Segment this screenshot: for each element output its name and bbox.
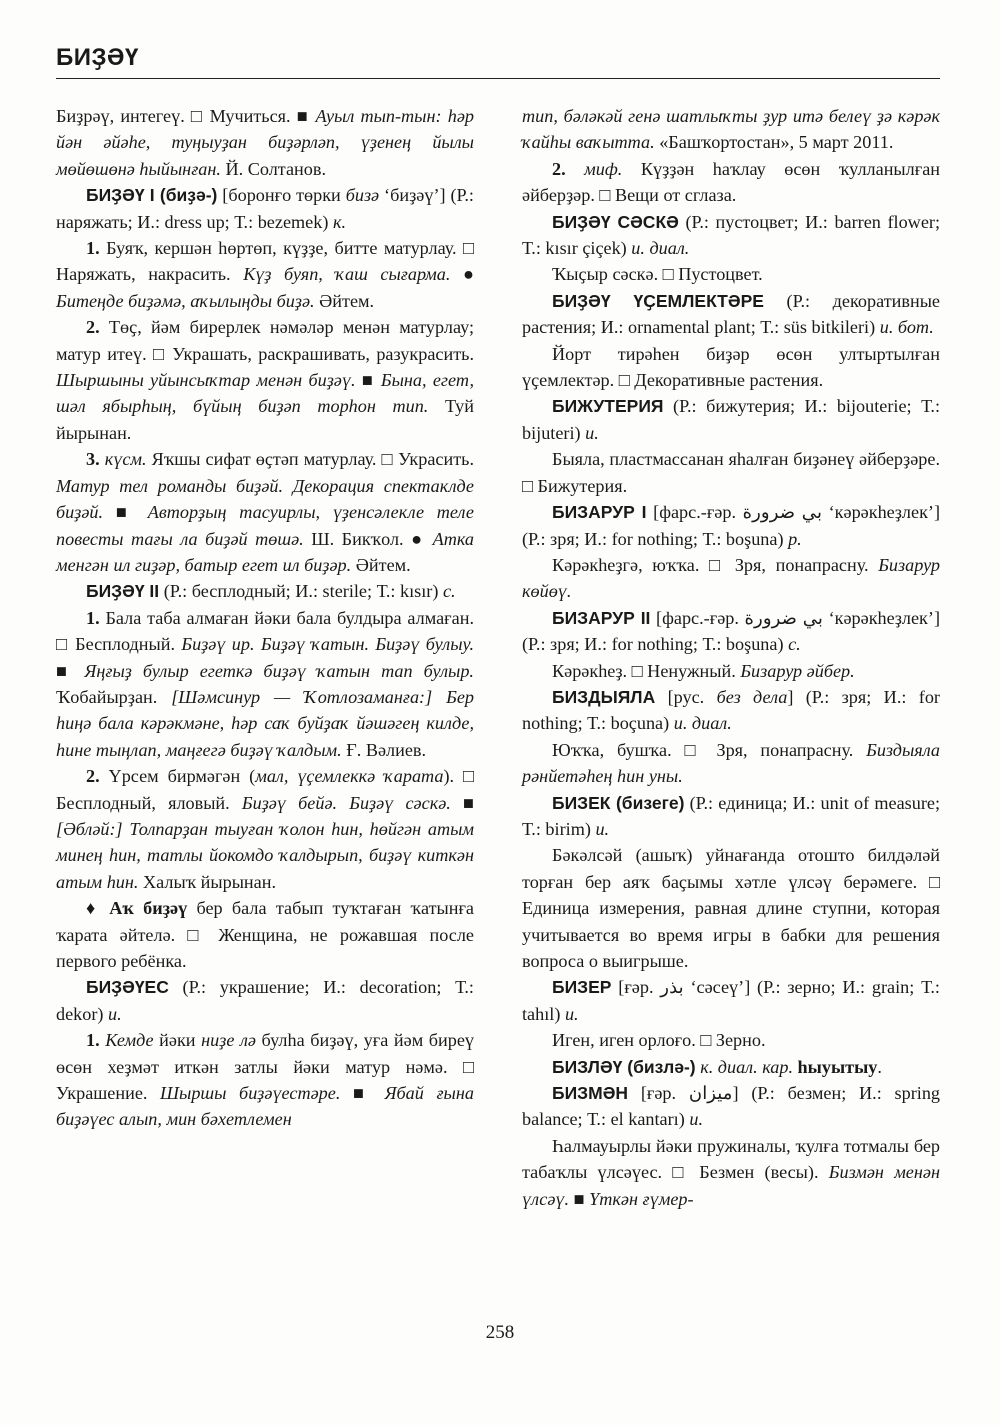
dictionary-paragraph: 2. Үрсем бирмәгән (мал, үҫемлеккә ҡарата). □ Бесплодный, яловый. Биҙәү бейә. Биҙәү сәскә. ■ [Әбләй:] Толпарҙан тыуған ҡолон һин, һөйгән атым минең һин, татлы йокомдо ҡалдырып, биҙәү киткән атым һин. Халыҡ йырынан. [56,766,475,892]
dictionary-paragraph: Кәрәкһеҙгә, юҡҡа. □ Зря, понапрасну. Бизарур көйөү. [522,554,940,602]
dictionary-paragraph: БИҘӘҮ СӘСКӘ (Р.: пустоцвет; И.: barren flower; Т.: kısır çiçek) и. диал. [522,211,940,259]
left-column [56,103,474,1133]
dictionary-paragraph: 2. миф. Күҙҙән һаҡлау өсөн ҡулланылған әйберҙәр. □ Вещи от сглаза. [522,158,940,206]
dictionary-paragraph: ♦ Аҡ биҙәү бер бала табып туҡтаған ҡатынға ҡарата әйтелә. □ Женщина, не рожавшая после первого ребёнка. [56,898,475,971]
dictionary-paragraph: 1. Кемде йәки ниҙе лә булһа биҙәү, уға йәм биреү өсөн хеҙмәт иткән затлы йәки матур нәмә. □ Украшение. Шыршы биҙәүестәре. ■ Ябай ғына биҙәүес алып, мин бәхетлемен [56,1030,475,1130]
dictionary-paragraph: БИЗДЫЯЛА [рус. без дела] (Р.: зря; И.: for nothing; Т.: boçuna) и. диал. [522,686,940,734]
dictionary-paragraph: Быяла, пластмассанан яһалған биҙәнеү әйберҙәре. □ Бижутерия. [522,449,940,496]
dictionary-paragraph: тип, бәләкәй генә шатлыҡты ҙур итә белеү ҙә кәрәк ҡайһы ваҡытта. «Башҡортостан», 5 март 2011. [522,106,940,153]
right-column [522,103,940,1212]
dictionary-paragraph: БИЖУТЕРИЯ (Р.: бижутерия; И.: bijouterie; Т.: bijuteri) и. [522,396,940,443]
dictionary-paragraph: БИЗЕР [ғәр. بذر ‘сәсеү’] (Р.: зерно; И.: grain; Т.: tahıl) и. [522,977,940,1024]
header-rule [56,78,940,79]
dictionary-paragraph: Кәрәкһеҙ. □ Ненужный. Бизарур әйбер. [552,660,855,681]
dictionary-paragraph: 1. Буяҡ, кершән һөртөп, күҙҙе, битте матурлау. □ Наряжать, накрасить. Күҙ буяп, ҡаш сығарма. ● Битеңде биҙәмә, аҡылыңды биҙә. Әйтем. [56,238,474,311]
dictionary-paragraph: 2. Төҫ, йәм бирерлек нәмәләр менән матурлау; матур итеү. □ Украшать, раскрашивать, разукрасить. Шыршыны уйынсыҡтар менән биҙәү. ■ Бына, егет, шәл ябырһың, бүйың биҙәп торһон тип. Туй йырынан. [56,317,474,443]
dictionary-paragraph: БИҘӘҮ I (биҙә-) [боронғо төрки бизә ‘биҙәү’] (Р.: наряжать; И.: dress up; Т.: bezemek) к. [56,185,474,232]
dictionary-paragraph: Биҙрәү, интегеү. □ Мучиться. ■ Ауыл тып-тын: һәр йән әйәһе, туңыуҙан биҙәрләп, үҙенең йылы мөйөшөнә һыйынған. Й. Солтанов. [56,106,474,179]
dictionary-paragraph: 1. Бала таба алмаған йәки бала булдыра алмаған. □ Бесплодный. Биҙәү ир. Биҙәү ҡатын. Биҙәү булыу. ■ Яңғыҙ булыр егеткә биҙәү ҡатын тап булыр. Ҡобайырҙан. [Шәмсинур — Ҡотлозаманға:] Бер һиңә бала кәрәкмәне, һәр саҡ буйҙаҡ йәшәгең килде, һине тыңлап, маңғегә биҙәү ҡалдым. Ғ. Вәлиев. [56,607,474,760]
dictionary-paragraph: БИҘӘҮЕС (Р.: украшение; И.: decoration; Т.: dekor) и. [56,977,474,1024]
dictionary-paragraph: Юҡҡа, бушҡа. □ Зря, понапрасну. Биздыяла рәнйетәһең һин уны. [522,739,940,787]
dictionary-paragraph: Иген, иген орлоғо. □ Зерно. [552,1030,766,1051]
running-header: БИҘӘҮ [56,44,139,71]
dictionary-paragraph: Ҡыҫыр сәскә. □ Пустоцвет. [552,264,763,285]
dictionary-paragraph: БИЗАРУР II [фарс.-ғәр. بي ضرورة ‘кәрәкһеҙлек’] (Р.: зря; И.: for nothing; Т.: boşuna) с. [522,607,940,655]
dictionary-paragraph: Бәкәлсәй (ашыҡ) уйнағанда отошто билдәләй торған бер аяҡ баҫымы хәтле үлсәү берәмеге. □ Единица измерения, равная длине ступни, которая учитывается во время игры в бабки для решения вопроса о выигрыше. [522,845,940,971]
dictionary-paragraph: БИЗЕК (бизеге) (Р.: единица; И.: unit of measure; Т.: birim) и. [522,792,940,839]
dictionary-paragraph: Һалмауырлы йәки пружиналы, ҡулға тотмалы бер табаҡлы үлсәүес. □ Безмен (весы). Бизмән менән үлсәү. ■ Үткән ғүмер- [522,1135,940,1209]
dictionary-paragraph: БИҘӘҮ ҮҪЕМЛЕКТӘРЕ (Р.: декоративные растения; И.: ornamental plant; Т.: süs bitkileri) и. бот. [522,290,940,338]
dictionary-paragraph: Йорт тирәһен биҙәр өсөн ултыртылған үҫемлектәр. □ Декоративные растения. [522,343,940,391]
dictionary-paragraph: БИҘӘҮ II (Р.: бесплодный; И.: sterile; Т.: kısır) с. [86,581,456,602]
dictionary-paragraph: БИЗАРУР I [фарс.-ғәр. بي ضرورة ‘кәрәкһеҙлек’] (Р.: зря; И.: for nothing; Т.: boşuna) р. [522,502,941,549]
page-number: 258 [485,1322,515,1343]
dictionary-paragraph: 3. күсм. Яҡшы сифат өҫтәп матурлау. □ Украсить. Матур тел романды биҙәй. Декорация спектаклде биҙәй. ■ Авторҙың тасуирлы, үҙенсәлекле теле повесты тағы ла биҙәй төшә. Ш. Бикҡол. ● Атка менгән ил гиҙәр, батыр егет ил биҙәр. Әйтем. [56,449,475,575]
dictionary-paragraph: БИЗЛӘҮ (бизлә-) к. диал. кар. һыуытыу. [552,1056,882,1077]
dictionary-paragraph: БИЗМӘН [ғәр. ميزان] (Р.: безмен; И.: spring balance; Т.: el kantarı) и. [522,1083,941,1130]
